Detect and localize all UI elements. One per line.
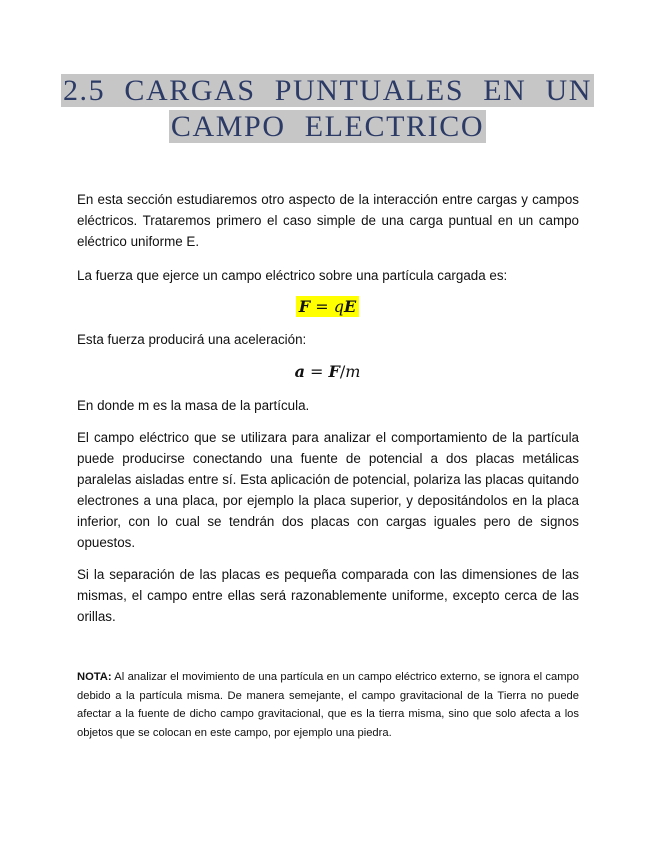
title-line-1: 2.5 CARGAS PUNTUALES EN UN (62, 74, 593, 107)
plates-paragraph: El campo eléctrico que se utilizara para analizar el comportamiento de la partícula puede producirse conectando una fuente de potencial a dos placas metálicas paralelas aisladas entre sí. Esta aplicación de potencial, polariza las placas quitando electrones a una placa, por ejemplo la placa superior, y depositándolos en la placa inferior, con lo cual se tendrán dos placas con cargas iguales pero de signos opuestos. (77, 430, 579, 550)
accel-intro-paragraph: Esta fuerza producirá una aceleración: (77, 332, 307, 347)
section-title (0, 74, 655, 146)
field-symbol: E (343, 297, 357, 316)
title-line-2: CAMPO ELECTRICO (170, 110, 485, 143)
equation-highlight (296, 296, 359, 317)
force-symbol: F (328, 362, 340, 381)
intro-paragraph: En esta sección estudiaremos otro aspecto de la interacción entre cargas y campos eléctricos. Trataremos primero el caso simple de una carga puntual en un campo eléctrico uniforme E. (77, 192, 579, 249)
accel-symbol: a (294, 362, 305, 381)
mass-definition-paragraph: En donde m es la masa de la partícula. (77, 398, 310, 413)
equals-sign: = (310, 297, 334, 316)
division-slash: / (339, 362, 346, 381)
note-paragraph (77, 668, 579, 742)
force-equation (0, 297, 655, 316)
force-intro-paragraph: La fuerza que ejerce un campo eléctrico sobre una partícula cargada es: (77, 268, 508, 283)
acceleration-equation (0, 362, 655, 381)
equals-sign: = (304, 362, 329, 381)
note-text: Al analizar el movimiento de una partícula en un campo eléctrico externo, se ignora el campo debido a la partícula misma. De manera semejante, el campo gravitacional de la Tierra no puede afectar a la fuente de dicho campo gravitacional, que es la tierra misma, sino que solo afecta a los objetos que se colocan en este campo, por ejemplo una piedra. (77, 671, 579, 739)
force-symbol: F (298, 297, 311, 316)
charge-symbol: q (333, 297, 344, 316)
mass-symbol: m (345, 362, 361, 381)
separation-paragraph: Si la separación de las placas es pequeña comparada con las dimensiones de las mismas, el campo entre ellas será razonablemente uniforme, excepto cerca de las orillas. (77, 567, 579, 624)
note-label: NOTA: (77, 671, 112, 683)
